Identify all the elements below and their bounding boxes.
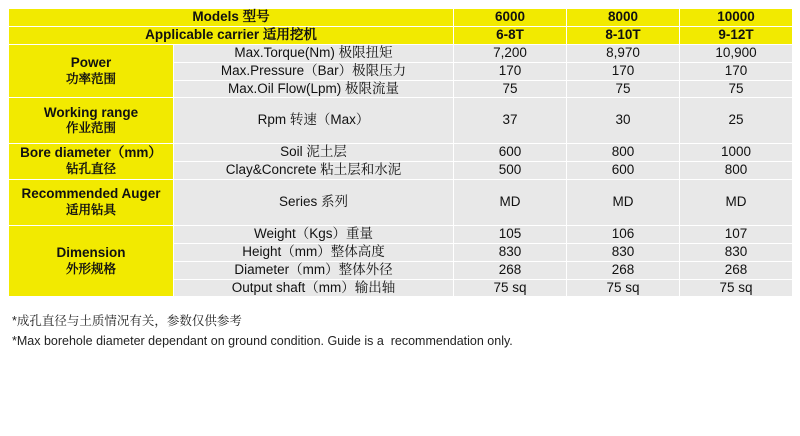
row-label-weight: Weight（Kgs）重量 (174, 225, 454, 243)
output-shaft-6000: 75 sq (454, 279, 567, 297)
table-row (9, 144, 793, 162)
max-pressure-10000: 170 (680, 62, 793, 80)
rpm-6000: 37 (454, 98, 567, 144)
specification-table (8, 8, 793, 297)
header-model-10000: 10000 (680, 9, 793, 27)
row-label-clay-concrete: Clay&Concrete 粘土层和水泥 (174, 162, 454, 180)
row-label-output-shaft: Output shaft（mm）输出轴 (174, 279, 454, 297)
category-dimension-line2: 外形规格 (65, 261, 116, 276)
clay-concrete-10000: 800 (680, 162, 793, 180)
footnote-english: *Max borehole diameter dependant on ground condition. Guide is a recommendation only. (12, 334, 513, 349)
weight-10000: 107 (680, 225, 793, 243)
height-8000: 830 (567, 243, 680, 261)
carrier-value-6000: 6-8T (454, 26, 567, 44)
category-recommended-auger (9, 180, 174, 226)
diameter-10000: 268 (680, 261, 793, 279)
weight-8000: 106 (567, 225, 680, 243)
footnotes (8, 311, 792, 351)
carrier-value-8000: 8-10T (567, 26, 680, 44)
series-10000: MD (680, 180, 793, 226)
soil-6000: 600 (454, 144, 567, 162)
table-row (9, 44, 793, 62)
row-label-series: Series 系列 (174, 180, 454, 226)
table-row (9, 26, 793, 44)
output-shaft-10000: 75 sq (680, 279, 793, 297)
row-label-diameter: Diameter（mm）整体外径 (174, 261, 454, 279)
diameter-6000: 268 (454, 261, 567, 279)
table-header-row (9, 9, 793, 27)
header-models-label: Models 型号 (9, 9, 454, 27)
table-row (9, 180, 793, 226)
category-power-line1: Power (70, 54, 112, 70)
category-bore-diameter (9, 144, 174, 180)
category-dimension (9, 225, 174, 297)
carrier-value-10000: 9-12T (680, 26, 793, 44)
max-oil-flow-6000: 75 (454, 80, 567, 98)
max-torque-6000: 7,200 (454, 44, 567, 62)
weight-6000: 105 (454, 225, 567, 243)
max-oil-flow-8000: 75 (567, 80, 680, 98)
max-pressure-6000: 170 (454, 62, 567, 80)
category-recommended-auger-line1: Recommended Auger (21, 186, 161, 202)
category-bore-diameter-line1: Bore diameter（mm） (20, 145, 162, 161)
max-oil-flow-10000: 75 (680, 80, 793, 98)
output-shaft-8000: 75 sq (567, 279, 680, 297)
header-model-6000: 6000 (454, 9, 567, 27)
row-label-height: Height（mm）整体高度 (174, 243, 454, 261)
category-working-range (9, 98, 174, 144)
max-torque-8000: 8,970 (567, 44, 680, 62)
soil-8000: 800 (567, 144, 680, 162)
diameter-8000: 268 (567, 261, 680, 279)
category-power-line2: 功率范围 (65, 71, 116, 86)
category-recommended-auger-line2: 适用钻具 (65, 203, 116, 218)
row-label-rpm: Rpm 转速（Max） (174, 98, 454, 144)
series-8000: MD (567, 180, 680, 226)
header-model-8000: 8000 (567, 9, 680, 27)
rpm-8000: 30 (567, 98, 680, 144)
rpm-10000: 25 (680, 98, 793, 144)
category-working-range-line2: 作业范围 (65, 121, 116, 136)
category-working-range-line1: Working range (43, 104, 139, 120)
soil-10000: 1000 (680, 144, 793, 162)
row-label-max-oil-flow: Max.Oil Flow(Lpm) 极限流量 (174, 80, 454, 98)
table-row (9, 98, 793, 144)
height-6000: 830 (454, 243, 567, 261)
footnote-chinese: *成孔直径与土质情况有关，参数仅供参考 (12, 314, 242, 329)
row-label-max-torque: Max.Torque(Nm) 极限扭矩 (174, 44, 454, 62)
series-6000: MD (454, 180, 567, 226)
clay-concrete-6000: 500 (454, 162, 567, 180)
max-pressure-8000: 170 (567, 62, 680, 80)
max-torque-10000: 10,900 (680, 44, 793, 62)
row-label-applicable-carrier: Applicable carrier 适用挖机 (9, 26, 454, 44)
clay-concrete-8000: 600 (567, 162, 680, 180)
height-10000: 830 (680, 243, 793, 261)
category-dimension-line1: Dimension (56, 244, 126, 260)
row-label-max-pressure: Max.Pressure（Bar）极限压力 (174, 62, 454, 80)
category-bore-diameter-line2: 钻孔直径 (65, 162, 116, 177)
row-label-soil: Soil 泥土层 (174, 144, 454, 162)
category-power (9, 44, 174, 98)
table-row (9, 225, 793, 243)
